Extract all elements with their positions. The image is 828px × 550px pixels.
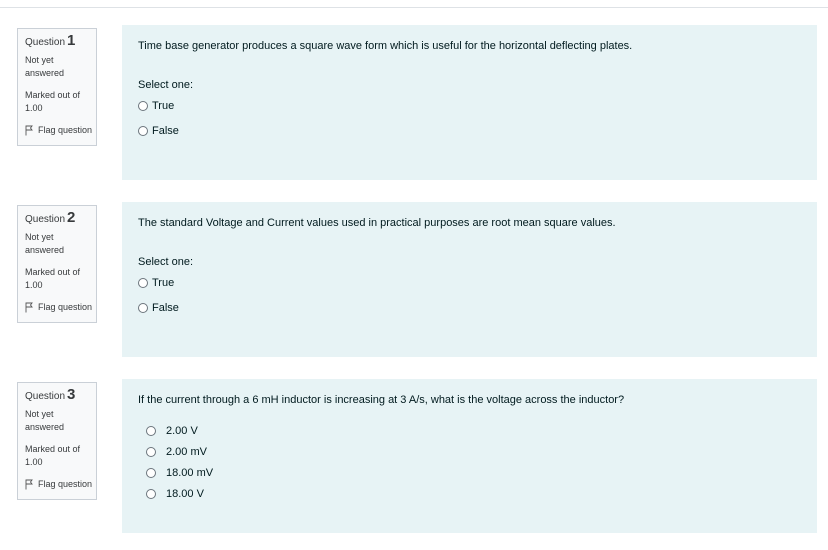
answer-option[interactable]: 2.00 V [138,424,817,438]
answer-option-true[interactable]: True [138,276,817,290]
question-grade: Marked out of 1.00 [25,267,81,290]
answer-option-true[interactable]: True [138,99,817,113]
answer-option[interactable]: 18.00 mV [138,466,817,480]
question-2-info [17,205,97,323]
radio-button[interactable] [146,489,156,499]
question-3-info [17,382,97,500]
flag-icon [25,302,34,313]
question-number: Question 3 [25,386,76,403]
flag-question-link[interactable]: Flag question [25,124,96,136]
radio-button[interactable] [146,426,156,436]
question-state: Not yet answered [25,55,65,78]
question-grade: Marked out of 1.00 [25,90,81,113]
answer-option-false[interactable]: False [138,301,817,315]
question-number: Question 2 [25,209,76,226]
question-number: Question 1 [25,32,76,49]
radio-button[interactable] [138,101,148,111]
question-3-content [122,379,817,533]
flag-question-link[interactable]: Flag question [25,478,96,490]
question-2-content [122,202,817,357]
flag-question-link[interactable]: Flag question [25,301,96,313]
question-state: Not yet answered [25,409,65,432]
question-1-info [17,28,97,146]
question-text: If the current through a 6 mH inductor is increasing at 3 A/s, what is the voltage across the inductor? [138,394,625,406]
answer-option-false[interactable]: False [138,124,817,138]
question-grade: Marked out of 1.00 [25,444,81,467]
question-text: The standard Voltage and Current values used in practical purposes are root mean square values. [138,217,616,229]
top-divider [0,7,828,8]
question-1-content [122,25,817,180]
select-one-prompt: Select one: [138,256,194,268]
flag-icon [25,479,34,490]
radio-button[interactable] [146,447,156,457]
answer-option[interactable]: 18.00 V [138,487,817,501]
question-text: Time base generator produces a square wave form which is useful for the horizontal deflecting plates. [138,40,633,52]
answer-option[interactable]: 2.00 mV [138,445,817,459]
select-one-prompt: Select one: [138,79,194,91]
radio-button[interactable] [138,278,148,288]
radio-button[interactable] [138,126,148,136]
flag-icon [25,125,34,136]
radio-button[interactable] [138,303,148,313]
radio-button[interactable] [146,468,156,478]
question-state: Not yet answered [25,232,65,255]
